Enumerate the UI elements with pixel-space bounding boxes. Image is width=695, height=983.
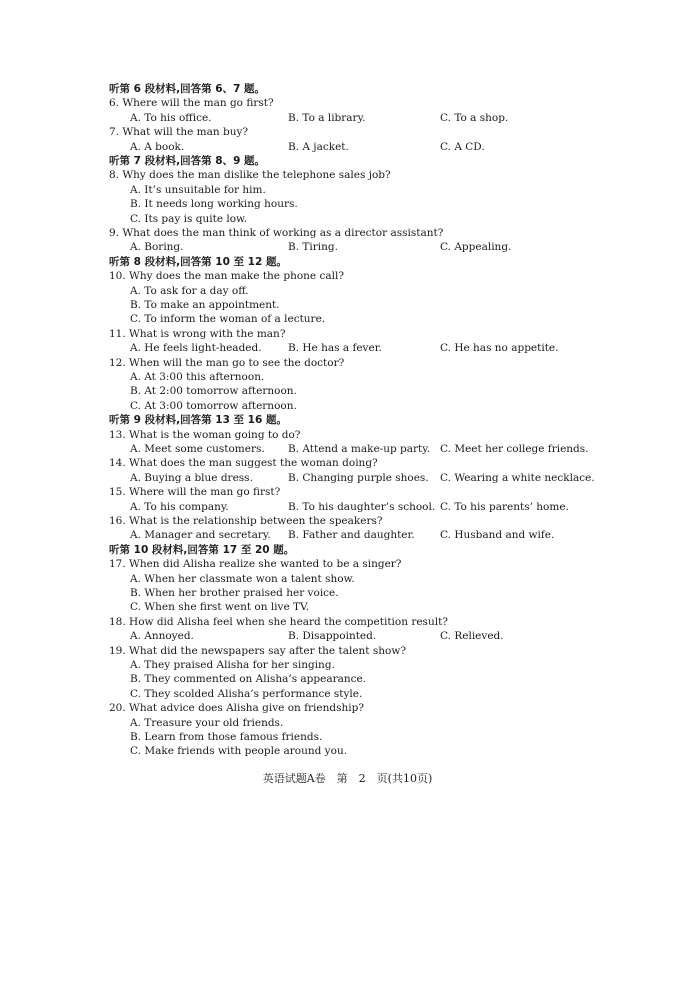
answer-option: B. Disappointed.: [288, 630, 377, 643]
answer-option: A. Boring.: [130, 241, 184, 254]
answer-option: A. At 3:00 this afternoon.: [130, 371, 265, 383]
answer-option: A. To his office.: [130, 111, 212, 124]
question-stem: [0, 428, 695, 442]
option-row: [0, 140, 695, 154]
question-stem: [0, 168, 695, 182]
answer-option: C. Make friends with people around you.: [130, 745, 348, 758]
question-stem: [0, 356, 695, 370]
answer-option: A. Meet some customers.: [130, 443, 265, 455]
option-line: [0, 370, 695, 384]
question-stem-text: 18. How did Alisha feel when she heard the competition result?: [109, 615, 448, 628]
answer-option: C. Relieved.: [440, 630, 504, 643]
section-heading: [0, 154, 695, 168]
question-stem: [0, 557, 695, 571]
question-stem: [0, 226, 695, 240]
option-row: [0, 341, 695, 355]
section-heading-text: 听第 8 段材料,回答第 10 至 12 题。: [109, 255, 287, 268]
question-stem-text: 12. When will the man go to see the doctor?: [109, 356, 345, 369]
answer-option: C. Its pay is quite low.: [130, 212, 248, 225]
answer-option: A. A book.: [130, 140, 185, 153]
question-stem-text: 20. What advice does Alisha give on friendship?: [109, 702, 364, 715]
answer-option: B. To a library.: [288, 111, 366, 124]
option-row: [0, 442, 695, 456]
answer-option: C. To his parents’ home.: [440, 500, 569, 513]
answer-option: C. They scolded Alisha’s performance style.: [130, 687, 363, 700]
answer-option: A. Annoyed.: [130, 630, 194, 643]
option-row: [0, 240, 695, 254]
answer-option: C. When she first went on live TV.: [130, 601, 310, 614]
question-stem-text: 13. What is the woman going to do?: [109, 428, 301, 441]
page-footer: 英语试题A卷 第 2 页(共10页): [262, 772, 433, 785]
option-line: [0, 586, 695, 600]
question-stem-text: 10. Why does the man make the phone call?: [109, 270, 344, 283]
question-stem-text: 9. What does the man think of working as a director assistant?: [109, 227, 444, 239]
answer-option: A. Treasure your old friends.: [130, 716, 284, 729]
question-stem-text: 8. Why does the man dislike the telephone sales job?: [109, 169, 391, 182]
question-stem: [0, 701, 695, 715]
option-row: [0, 629, 695, 643]
question-stem-text: 6. Where will the man go first?: [109, 97, 274, 110]
answer-option: A. To his company.: [130, 500, 229, 513]
answer-option: B. Tiring.: [288, 241, 338, 254]
answer-option: C. He has no appetite.: [440, 342, 559, 355]
section-heading: [0, 543, 695, 557]
option-row: [0, 528, 695, 542]
answer-option: A. When her classmate won a talent show.: [130, 572, 355, 585]
answer-option: C. A CD.: [440, 140, 485, 153]
section-heading-text: 听第 10 段材料,回答第 17 至 20 题。: [109, 543, 295, 556]
answer-option: A. They praised Alisha for her singing.: [130, 659, 335, 671]
answer-option: B. Learn from those famous friends.: [130, 731, 323, 743]
question-stem: [0, 269, 695, 283]
section-heading-text: 听第 9 段材料,回答第 13 至 16 题。: [109, 414, 287, 427]
answer-option: B. At 2:00 tomorrow afternoon.: [130, 385, 297, 398]
answer-option: B. A jacket.: [288, 140, 349, 153]
question-stem-text: 11. What is wrong with the man?: [109, 327, 286, 340]
question-stem-text: 19. What did the newspapers say after the talent show?: [109, 644, 406, 657]
answer-option: B. When her brother praised her voice.: [130, 587, 339, 599]
question-stem-text: 16. What is the relationship between the speakers?: [109, 515, 383, 527]
option-line: [0, 284, 695, 298]
question-stem-text: 14. What does the man suggest the woman doing?: [109, 457, 378, 470]
question-stem: [0, 327, 695, 341]
answer-option: B. Father and daughter.: [288, 529, 415, 542]
option-line: [0, 658, 695, 672]
section-heading: [0, 413, 695, 427]
answer-option: A. Manager and secretary.: [130, 529, 271, 542]
answer-option: A. He feels light-headed.: [130, 342, 262, 355]
option-line: [0, 384, 695, 398]
answer-option: C. Husband and wife.: [440, 529, 555, 542]
answer-option: B. Changing purple shoes.: [288, 471, 429, 484]
answer-option: B. Attend a make-up party.: [288, 443, 431, 455]
option-line: [0, 197, 695, 211]
section-heading: [0, 82, 695, 96]
answer-option: B. It needs long working hours.: [130, 198, 298, 211]
option-line: [0, 298, 695, 312]
answer-option: B. To his daughter’s school.: [288, 500, 436, 513]
question-stem: [0, 96, 695, 110]
answer-option: C. Appealing.: [440, 241, 512, 254]
option-line: [0, 212, 695, 226]
answer-option: C. To inform the woman of a lecture.: [130, 313, 326, 326]
option-row: [0, 111, 695, 125]
question-stem-text: 17. When did Alisha realize she wanted to be a singer?: [109, 558, 402, 571]
question-stem-text: 7. What will the man buy?: [109, 126, 249, 139]
answer-option: C. Meet her college friends.: [440, 443, 589, 455]
answer-option: C. Wearing a white necklace.: [440, 471, 595, 484]
answer-option: A. Buying a blue dress.: [130, 471, 253, 484]
option-line: [0, 572, 695, 586]
section-heading-text: 听第 7 段材料,回答第 8、9 题。: [109, 155, 266, 167]
option-line: [0, 600, 695, 614]
option-line: [0, 687, 695, 701]
question-stem: [0, 485, 695, 499]
question-stem: [0, 456, 695, 470]
answer-option: C. To a shop.: [440, 111, 509, 124]
question-stem-text: 15. Where will the man go first?: [109, 486, 281, 499]
question-stem: [0, 125, 695, 139]
option-line: [0, 744, 695, 758]
answer-option: B. To make an appointment.: [130, 299, 280, 311]
option-line: [0, 672, 695, 686]
question-stem: [0, 514, 695, 528]
section-heading-text: 听第 6 段材料,回答第 6、7 题。: [109, 83, 266, 95]
option-line: [0, 399, 695, 413]
question-stem: [0, 615, 695, 629]
option-row: [0, 471, 695, 485]
option-row: [0, 500, 695, 514]
question-stem: [0, 644, 695, 658]
option-line: [0, 730, 695, 744]
answer-option: B. He has a fever.: [288, 342, 382, 355]
option-line: [0, 716, 695, 730]
answer-option: B. They commented on Alisha’s appearance.: [130, 673, 367, 686]
option-line: [0, 183, 695, 197]
section-heading: [0, 255, 695, 269]
answer-option: C. At 3:00 tomorrow afternoon.: [130, 399, 297, 412]
answer-option: A. To ask for a day off.: [130, 284, 249, 297]
answer-option: A. It’s unsuitable for him.: [130, 183, 266, 196]
option-line: [0, 312, 695, 326]
